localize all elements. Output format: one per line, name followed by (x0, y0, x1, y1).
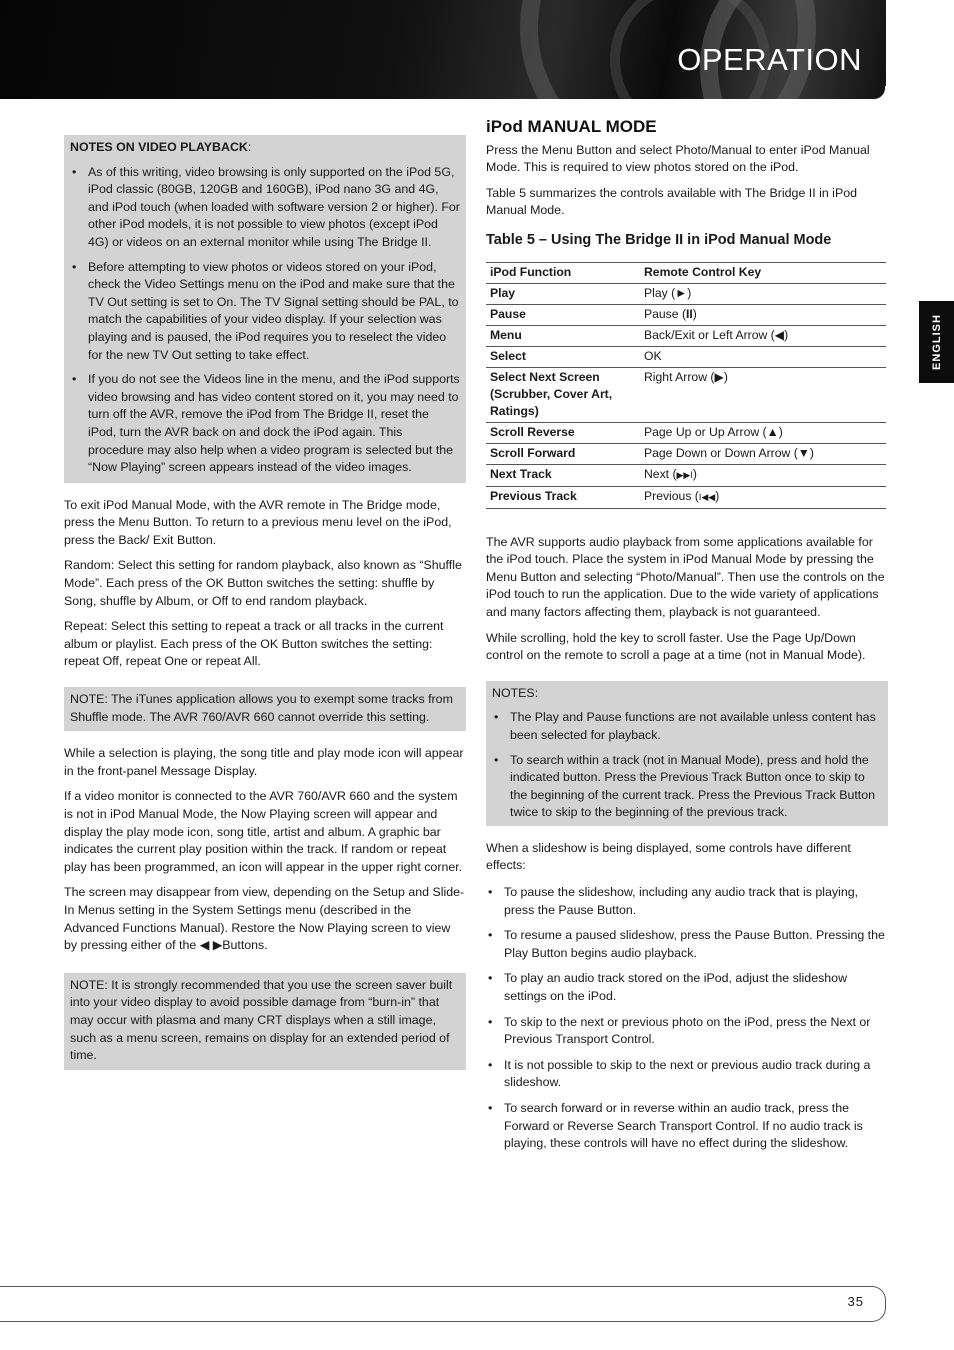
table-row (486, 346, 886, 367)
down-arrow-icon: ▼ (797, 446, 810, 461)
table-cell (640, 304, 886, 325)
table-cell (640, 325, 886, 346)
table-row (486, 367, 886, 422)
table-header: iPod Function (486, 262, 640, 283)
key-end: ) (778, 425, 783, 440)
pause-icon: II (686, 307, 693, 322)
list-item: • Before attempting to view photos or videos stored on your iPod, check the Video Settings menu on the iPod and make sure that the TV Out setting is set to On. The TV Signal setting should be PAL, to match the capabilities of your video display. If your selection was playing and is paused, the iPod requires you to reselect the video for the new TV Out setting to take effect. (70, 259, 460, 365)
video-note-list (70, 164, 460, 477)
table-row (486, 486, 886, 508)
list-item: • To resume a paused slideshow, press the Pause Button. Pressing the Play Button begins audio playback. (486, 927, 888, 962)
note-title-text: NOTES (492, 685, 535, 700)
list-item: • To pause the slideshow, including any audio track that is playing, press the Pause Button. (486, 884, 888, 919)
table-row (486, 283, 886, 304)
table-cell: Previous Track (486, 486, 640, 508)
apps-paragraph: The AVR supports audio playback from some applications available for the iPod touch. Place the system in iPod Manual Mode by pressing the Menu Button and selecting “Photo/Manual”. Then use the controls on the iPod touch to run the application. Due to the wide variety of applications and many factors affecting them, playback is not guaranteed. (486, 534, 885, 619)
table-header: Remote Control Key (640, 262, 886, 283)
table-cell: Pause (486, 304, 640, 325)
list-item: • To search forward or in reverse within an audio track, press the Forward or Reverse Search Transport Control. If no audio track is playing, these controls will have no effect during the slideshow. (486, 1100, 888, 1153)
play-icon: ► (675, 286, 688, 301)
note-term: NOTE (70, 977, 105, 992)
left-arrow-icon: ◀ (774, 328, 785, 343)
note-title-suffix: : (247, 140, 252, 154)
random-text: : Select this setting for random playback, also known as “Shuffle Mode”. Each press of the OK Button switches the setting: shuffle by Song, shuffle by Album, or Off to end random playback. (64, 558, 462, 608)
key-end: ) (692, 467, 697, 482)
table-cell (640, 367, 886, 422)
repeat-paragraph (64, 618, 466, 671)
left-arrow-icon: ◀ (199, 938, 210, 953)
key-text: Previous ( (644, 489, 699, 504)
table-cell (640, 464, 886, 486)
right-arrow-icon: ▶ (714, 370, 724, 385)
note-title (70, 139, 460, 157)
previous-track-icon: I◀◀ (698, 492, 716, 503)
list-item: • As of this writing, video browsing is only supported on the iPod 5G, iPod classic (80GB, 120GB and 160GB), iPod nano 3G and 4G, and iPod touch (when loaded with software version 2 or higher). For other iPod models, it is not possible to view photos (except iPod 4G) or videos on an external monitor while using The Bridge II. (70, 164, 460, 252)
section-title: iPod MANUAL MODE (486, 117, 657, 136)
repeat-term: Repeat (64, 619, 104, 634)
table-cell (640, 486, 886, 508)
note-text: : It is strongly recommended that you use the screen saver built into your video display to avoid possible damage from “burn-in” that may occur with plasma and many CRT displays when a still image, such as a menu screen, remains on display for an extended period of time. (70, 977, 453, 1063)
note-term: NOTE (70, 692, 105, 707)
key-end: ) (784, 328, 789, 343)
table-cell (640, 443, 886, 464)
list-item: • To play an audio track stored on the iPod, adjust the slideshow settings on the iPod. (486, 970, 888, 1005)
list-item: • The Play and Pause functions are not available unless content has been selected for playback. (492, 709, 882, 744)
random-paragraph (64, 557, 466, 610)
key-text: Play ( (644, 286, 676, 301)
key-text: Right Arrow ( (644, 370, 715, 385)
key-text: Next ( (644, 467, 677, 482)
list-item: • It is not possible to skip to the next or previous audio track during a slideshow. (486, 1057, 888, 1092)
footer-rule (0, 1286, 886, 1322)
language-tab-label: ENGLISH (930, 314, 943, 370)
repeat-text: : Select this setting to repeat a track or all tracks in the current album or playlist. Each press of the OK Button switches the setting: repeat Off, repeat One or repeat All. (64, 619, 444, 669)
table-header-row (486, 262, 886, 283)
table-cell: Scroll Forward (486, 443, 640, 464)
screen-saver-note (64, 973, 466, 1070)
list-item: • If you do not see the Videos line in the menu, and the iPod supports video browsing and has video content stored on it, you may need to turn off the AVR, remove the iPod from The Bridge II, reset the iPod, turn the AVR back on and dock the iPod again. This procedure may also help when a video program is selected but the “Now Playing” screen appears instead of the video images. (70, 371, 460, 477)
up-arrow-icon: ▲ (766, 425, 779, 440)
note-title-suffix: : (534, 685, 539, 700)
table-cell: OK (640, 346, 886, 367)
note-title-text: NOTES ON VIDEO PLAYBACK (70, 140, 248, 154)
key-text: Pause ( (644, 307, 687, 322)
screen-text: The screen may disappear from view, depending on the Setup and Slide-In Menus setting in the System Settings menu (described in the Advanced Functions Manual). Restore the Now Playing screen to view by pressing either of the (64, 885, 465, 953)
table-cell: Select (486, 346, 640, 367)
key-text: Page Down or Down Arrow ( (644, 446, 798, 461)
list-item: • To skip to the next or previous photo on the iPod, press the Next or Previous Transport Control. (486, 1014, 888, 1049)
header-rule (0, 86, 886, 100)
table-cell: Scroll Reverse (486, 422, 640, 443)
key-end: ) (692, 307, 697, 322)
key-end: ) (687, 286, 692, 301)
language-tab (919, 301, 954, 383)
next-track-icon: ▶▶I (676, 470, 693, 481)
random-term: Random (64, 558, 111, 573)
note-text: : The iTunes application allows you to exempt some tracks from Shuffle mode. The AVR 760/AVR 660 cannot override this setting. (70, 692, 453, 724)
screen-paragraph (64, 884, 466, 954)
intro-paragraph: Press the Menu Button and select Photo/Manual to enter iPod Manual Mode. This is required to view photos stored on the iPod. (486, 142, 870, 175)
left-column (64, 135, 466, 1070)
key-end: ) (809, 446, 814, 461)
slideshow-intro: When a slideshow is being displayed, some controls have different effects: (486, 840, 851, 873)
list-item: • To search within a track (not in Manual Mode), press and hold the indicated button. Press the Previous Track Button once to skip to the beginning of the current track. Press the Previous Track Button twice to skip to the beginning of the previous track. (492, 752, 882, 822)
key-end: ) (723, 370, 728, 385)
controls-table (486, 262, 886, 509)
exit-paragraph: To exit iPod Manual Mode, with the AVR remote in The Bridge mode, press the Menu Button. To return to a previous menu level on the iPod, press the Back/ Exit Button. (64, 497, 452, 547)
notes-list (492, 709, 882, 822)
page-number: 35 (847, 1294, 864, 1309)
table-row (486, 422, 886, 443)
table-cell: Select Next Screen (Scrubber, Cover Art, Ratings) (486, 367, 640, 422)
right-arrow-icon: ▶ (212, 938, 223, 953)
table-row (486, 325, 886, 346)
page-title: OPERATION (677, 42, 862, 77)
table-cell (640, 422, 886, 443)
key-text: Back/Exit or Left Arrow ( (644, 328, 775, 343)
note-title (492, 685, 882, 703)
table-cell: Next Track (486, 464, 640, 486)
table-cell: Menu (486, 325, 640, 346)
right-column (486, 118, 888, 1153)
selection-paragraph: While a selection is playing, the song title and play mode icon will appear in the front-panel Message Display. (64, 746, 464, 778)
monitor-paragraph: If a video monitor is connected to the AVR 760/AVR 660 and the system is not in iPod Manual Mode, the Now Playing screen will appear and display the play mode icon, song title, artist and album. A graphic bar indicates the current play position within the track. If random or repeat play has been programmed, an icon will appear in the upper right corner. (64, 789, 463, 874)
table-caption: Table 5 – Using The Bridge II in iPod Manual Mode (486, 231, 832, 248)
scroll-paragraph: While scrolling, hold the key to scroll faster. Use the Page Up/Down control on the remote to scroll a page at a time (not in Manual Mode). (486, 630, 866, 663)
table-cell: Play (486, 283, 640, 304)
video-playback-note (64, 135, 466, 483)
key-end: ) (715, 489, 720, 504)
key-text: Page Up or Up Arrow ( (644, 425, 767, 440)
slideshow-list (486, 884, 888, 1153)
table-row (486, 443, 886, 464)
table-row (486, 464, 886, 486)
playback-notes (486, 681, 888, 826)
screen-text-end: Buttons. (222, 938, 268, 953)
table-row (486, 304, 886, 325)
table-cell (640, 283, 886, 304)
intro-paragraph: Table 5 summarizes the controls available with The Bridge II in iPod Manual Mode. (486, 185, 857, 218)
itunes-note (64, 687, 466, 731)
